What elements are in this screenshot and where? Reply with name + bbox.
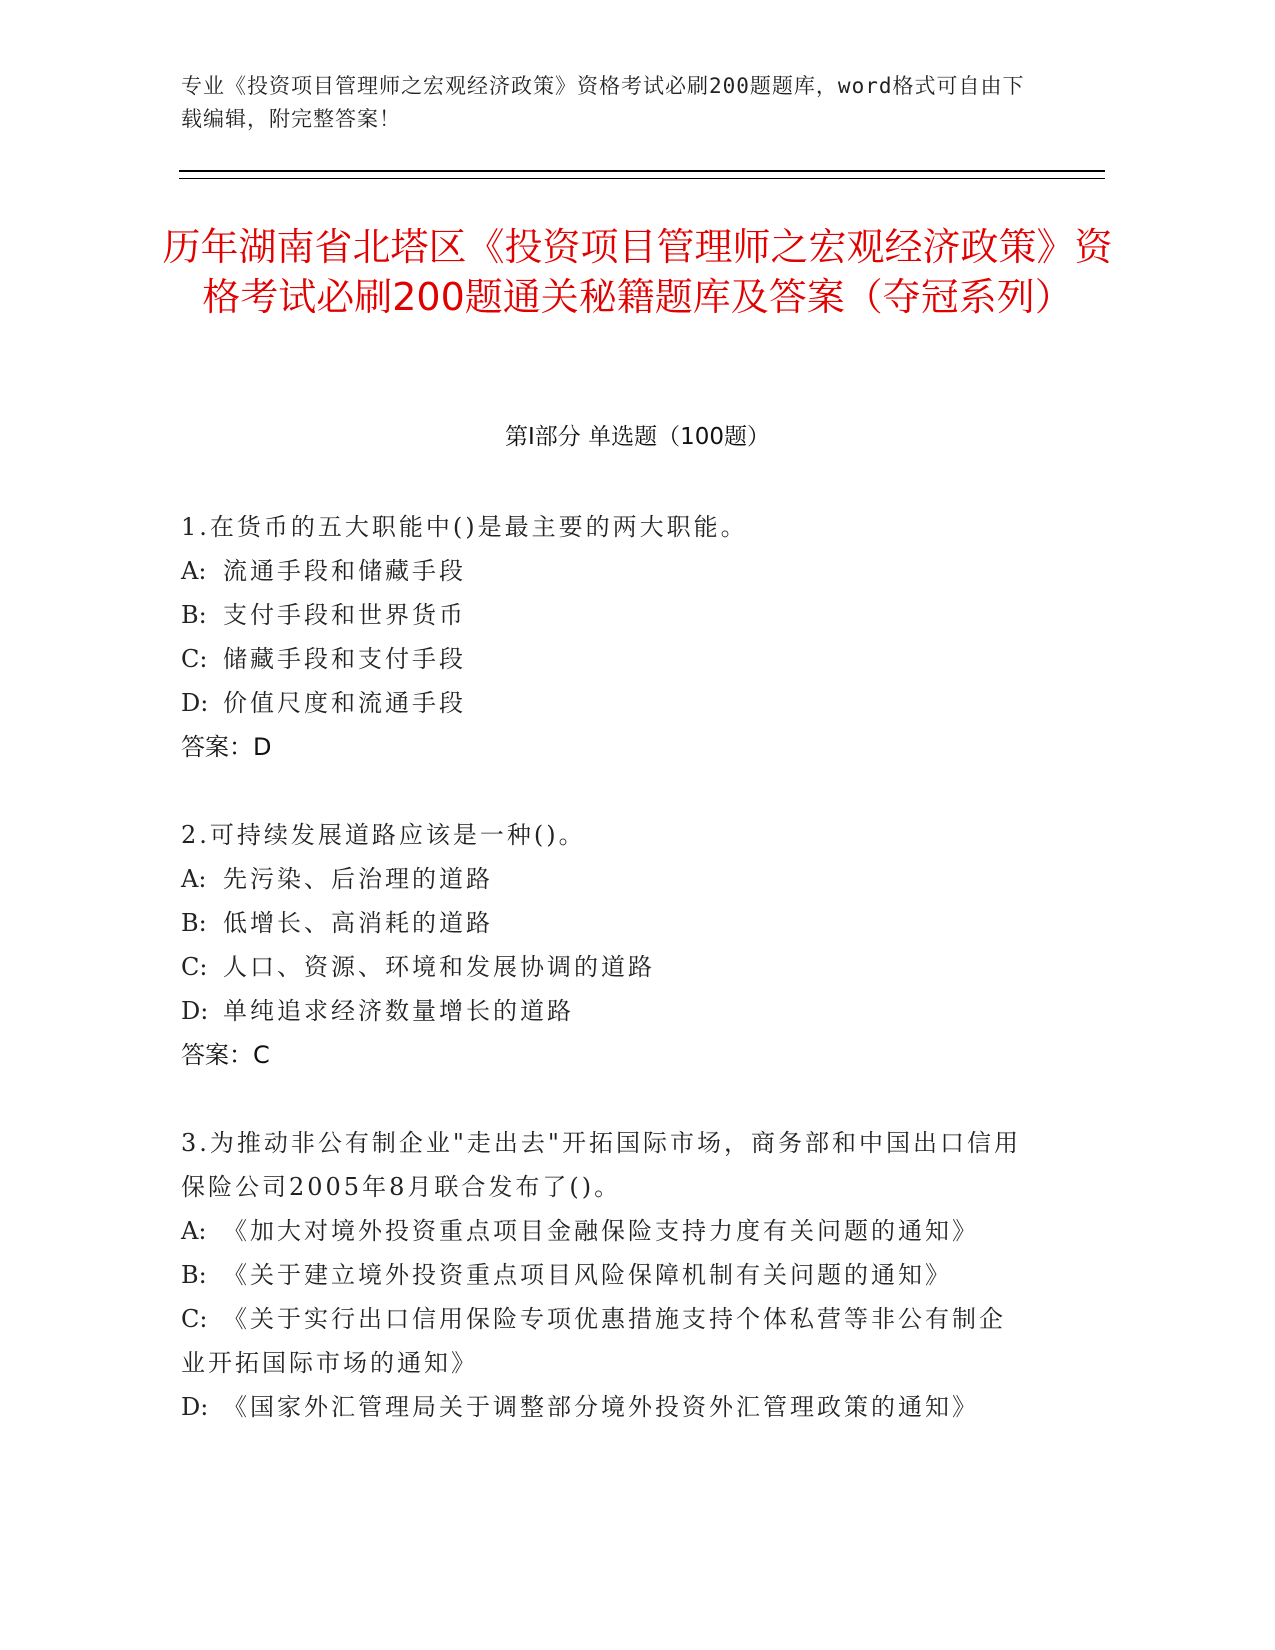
option-key: C: [181, 953, 208, 981]
option-text: 《加大对境外投资重点项目金融保险支持力度有关问题的通知》 [223, 1217, 979, 1245]
option-text: 单纯追求经济数量增长的道路 [223, 997, 574, 1025]
option-a [181, 549, 1031, 593]
option-key: D: [181, 997, 209, 1025]
option-key: B: [181, 1261, 207, 1289]
option-text: 低增长、高消耗的道路 [223, 909, 493, 937]
answer: 答案：C [181, 1041, 270, 1069]
header-rule-thick [179, 170, 1105, 172]
option-key: D: [181, 1393, 209, 1421]
option-key: A: [181, 1217, 207, 1245]
question-stem: 3.为推动非公有制企业"走出去"开拓国际市场，商务部和中国出口信用保险公司2005年8月联合发布了()。 [181, 1129, 1021, 1201]
question-3 [181, 1121, 1031, 1429]
option-text: 人口、资源、环境和发展协调的道路 [223, 953, 655, 981]
option-text: 《国家外汇管理局关于调整部分境外投资外汇管理政策的通知》 [223, 1393, 979, 1421]
option-d [181, 1385, 1031, 1429]
answer: 答案：D [181, 733, 272, 761]
option-text: 流通手段和储藏手段 [223, 557, 466, 585]
option-b [181, 593, 1031, 637]
option-key: A: [181, 557, 207, 585]
option-b [181, 901, 1031, 945]
question-list [181, 505, 1031, 1473]
question-2 [181, 813, 1031, 1077]
option-text: 支付手段和世界货币 [223, 601, 466, 629]
option-text: 储藏手段和支付手段 [223, 645, 466, 673]
option-c [181, 945, 1031, 989]
option-text: 先污染、后治理的道路 [223, 865, 493, 893]
option-key: B: [181, 601, 207, 629]
option-key: A: [181, 865, 207, 893]
header-rule-thin [179, 178, 1105, 179]
option-key: C: [181, 645, 208, 673]
header-note: 专业《投资项目管理师之宏观经济政策》资格考试必刷200题题库，word格式可自由下载编辑，附完整答案！ [181, 74, 1025, 131]
option-d [181, 989, 1031, 1033]
option-text: 《关于建立境外投资重点项目风险保障机制有关问题的通知》 [223, 1261, 952, 1289]
option-b [181, 1253, 1031, 1297]
option-key: C: [181, 1305, 208, 1333]
option-text: 《关于实行出口信用保险专项优惠措施支持个体私营等非公有制企业开拓国际市场的通知》 [181, 1305, 1006, 1377]
option-text: 价值尺度和流通手段 [223, 689, 466, 717]
option-key: D: [181, 689, 209, 717]
question-1 [181, 505, 1031, 769]
document-title: 历年湖南省北塔区《投资项目管理师之宏观经济政策》资格考试必刷200题通关秘籍题库及答案（夺冠系列） [162, 225, 1113, 319]
option-c [181, 637, 1031, 681]
section-title: 第Ⅰ部分 单选题（100题） [505, 424, 770, 450]
question-stem: 1.在货币的五大职能中()是最主要的两大职能。 [181, 513, 748, 541]
question-stem: 2.可持续发展道路应该是一种()。 [181, 821, 586, 849]
option-a [181, 1209, 1031, 1253]
option-key: B: [181, 909, 207, 937]
option-a [181, 857, 1031, 901]
option-c [181, 1297, 1031, 1385]
option-d [181, 681, 1031, 725]
